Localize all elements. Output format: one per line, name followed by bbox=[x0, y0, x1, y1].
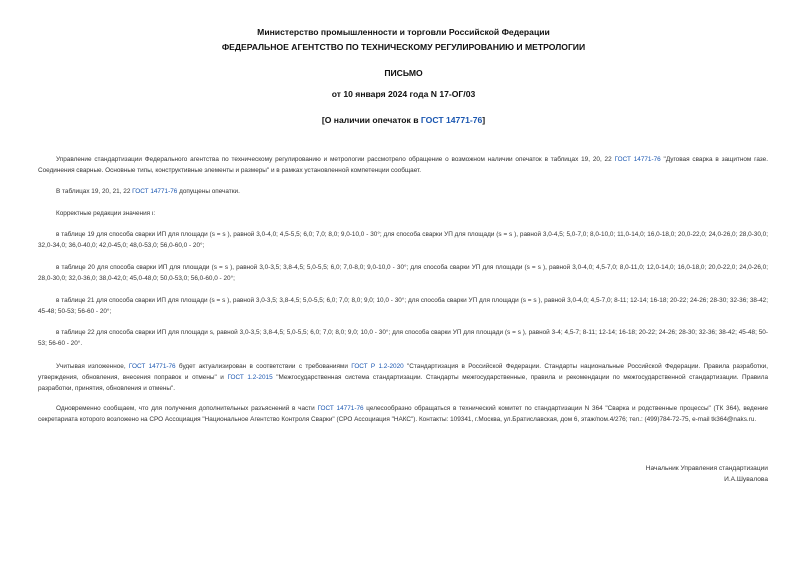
contacts-text-a: Одновременно сообщаем, что для получения дополнительных разъяснений в части bbox=[56, 405, 318, 412]
intro-text-a: Управление стандартизации Федерального агентства по техническому регулированию и метрологии рассмотрело обращение о возможном наличии опечаток в таблицах 19, 20, 22 bbox=[56, 156, 615, 163]
document-type: ПИСЬМО bbox=[384, 68, 423, 78]
contacts-gost-link[interactable]: ГОСТ 14771-76 bbox=[317, 405, 364, 412]
actualization-text-c: "Стандартизация в Российской Федерации. Стандарты национальные Российской Федерации. Правила разработки, утверждения, обновления, внесения поправок и отмены" и bbox=[38, 363, 768, 381]
paragraph-table-22: в таблице 22 для способа сварки ИП для площади s, равной 3,0-3,5; 3,8-4,5; 5,0-5,5; 6,0; 7,0; 8,0; 9,0; 10,0 - 30°; для способа сварки УП для площади (s = s ), равной 3-4; 4,5-7; 8-11; 12-14; 16-18; 20-22; 24-26; 28-30; 32-36; 38-42; 45-48; 50-53; 56-60 - 20°. bbox=[38, 329, 768, 347]
contacts-text-b: целесообразно обращаться в технический комитет по стандартизации N 364 "Сварка и родственные процессы" (ТК 364), ведение секретариата которого возложено на СРО Ассоциация "Национальное Агентство Контроля Сварки" (СРО Ассоциация "НАКС"). Контакты: 109341, г.Москва, ул.Братиславская, дом 6, этаж/пом.4/276; тел.: (499)784-72-75, e-mail tk364@naks.ru. bbox=[38, 405, 768, 423]
subject-prefix: [О наличии опечаток в bbox=[321, 115, 421, 125]
typos-text-b: допущены опечатки. bbox=[177, 188, 240, 195]
paragraph-table-20: в таблице 20 для способа сварки ИП для площади (s = s ), равной 3,0-3,5; 3,8-4,5; 5,0-5,5; 6,0; 7,0-8,0; 9,0-10,0 - 30°; для способа сварки УП для площади (s = s ), равной 3,0-4,0; 4,5-7,0; 8,0-11,0; 12,0-14,0; 16,0-18,0; 20,0-22,0; 24,0-26,0; 28,0-30,0; 32,0-36,0; 38,0-42,0; 45,0-48,0; 50,0-53,0; 56,0-60,0 - 20°; bbox=[38, 264, 768, 282]
document-subject bbox=[0, 115, 807, 125]
paragraph-actualization bbox=[38, 361, 768, 394]
paragraph-table-19: в таблице 19 для способа сварки ИП для площади (s = s ), равной 3,0-4,0; 4,5-5,5; 6,0; 7,0; 8,0; 9,0-10,0 - 30°; для способа сварки УП для площади (s = s ), равной 3,0-4,5; 5,0-7,0; 8,0-10,0; 11,0-14,0; 16,0-18,0; 20,0-22,0; 24,0-26,0; 28,0-30,0; 32,0-34,0; 36,0-40,0; 42,0-45,0; 48,0-53,0; 56,0-60,0 - 20°; bbox=[38, 231, 768, 249]
agency-title: ФЕДЕРАЛЬНОЕ АГЕНТСТВО ПО ТЕХНИЧЕСКОМУ РЕГУЛИРОВАНИЮ И МЕТРОЛОГИИ bbox=[221, 42, 586, 52]
actualization-text-d: "Межгосударственная система стандартизации. Стандарты межгосударственные, правила и рекомендации по межгосударственной стандартизации. Правила разработки, принятия, обновления и отмены". bbox=[38, 374, 768, 392]
document-date-number: от 10 января 2024 года N 17-ОГ/03 bbox=[331, 89, 476, 99]
typos-gost-link[interactable]: ГОСТ 14771-76 bbox=[132, 188, 178, 195]
signature-position: Начальник Управления стандартизации bbox=[645, 465, 768, 472]
intro-gost-link[interactable]: ГОСТ 14771-76 bbox=[614, 156, 661, 163]
typos-text-a: В таблицах 19, 20, 21, 22 bbox=[56, 188, 133, 195]
ministry-title: Министерство промышленности и торговли Российской Федерации bbox=[257, 27, 550, 37]
signature-name: И.А.Шувалова bbox=[724, 476, 768, 483]
intro-text-b: "Дуговая сварка в защитном газе. Соединения сварные. Основные типы, конструктивные элементы и размеры" и в рамках установленной компетенции сообщает. bbox=[38, 156, 768, 174]
paragraph-typos bbox=[38, 186, 768, 197]
actualization-gost-link[interactable]: ГОСТ 14771-76 bbox=[128, 363, 176, 370]
paragraph-intro bbox=[38, 154, 768, 176]
subject-gost-link[interactable]: ГОСТ 14771-76 bbox=[420, 115, 483, 125]
paragraph-corrections-intro: Корректные редакции значения ι: bbox=[56, 210, 156, 217]
subject-suffix: ] bbox=[482, 115, 486, 125]
gost-r-1-2-2020-link[interactable]: ГОСТ Р 1.2-2020 bbox=[351, 363, 404, 370]
gost-1-2-2015-link[interactable]: ГОСТ 1.2-2015 bbox=[227, 374, 273, 381]
actualization-text-b: будет актуализирован в соответствии с требованиями bbox=[175, 363, 352, 370]
paragraph-contacts bbox=[38, 403, 768, 425]
actualization-text-a: Учитывая изложенное, bbox=[56, 363, 129, 370]
paragraph-table-21: в таблице 21 для способа сварки ИП для площади (s = s ), равной 3,0-3,5; 3,8-4,5; 5,0-5,5; 6,0; 7,0; 8,0; 9,0; 10,0 - 30°; для способа сварки УП для площади (s = s ), равной 3,0-4,0; 4,5-7,0; 8-11; 12-14; 16-18; 20-22; 24-26; 28-30; 32-36; 38-42; 45-48; 50-53; 56-60 - 20°; bbox=[38, 297, 768, 315]
